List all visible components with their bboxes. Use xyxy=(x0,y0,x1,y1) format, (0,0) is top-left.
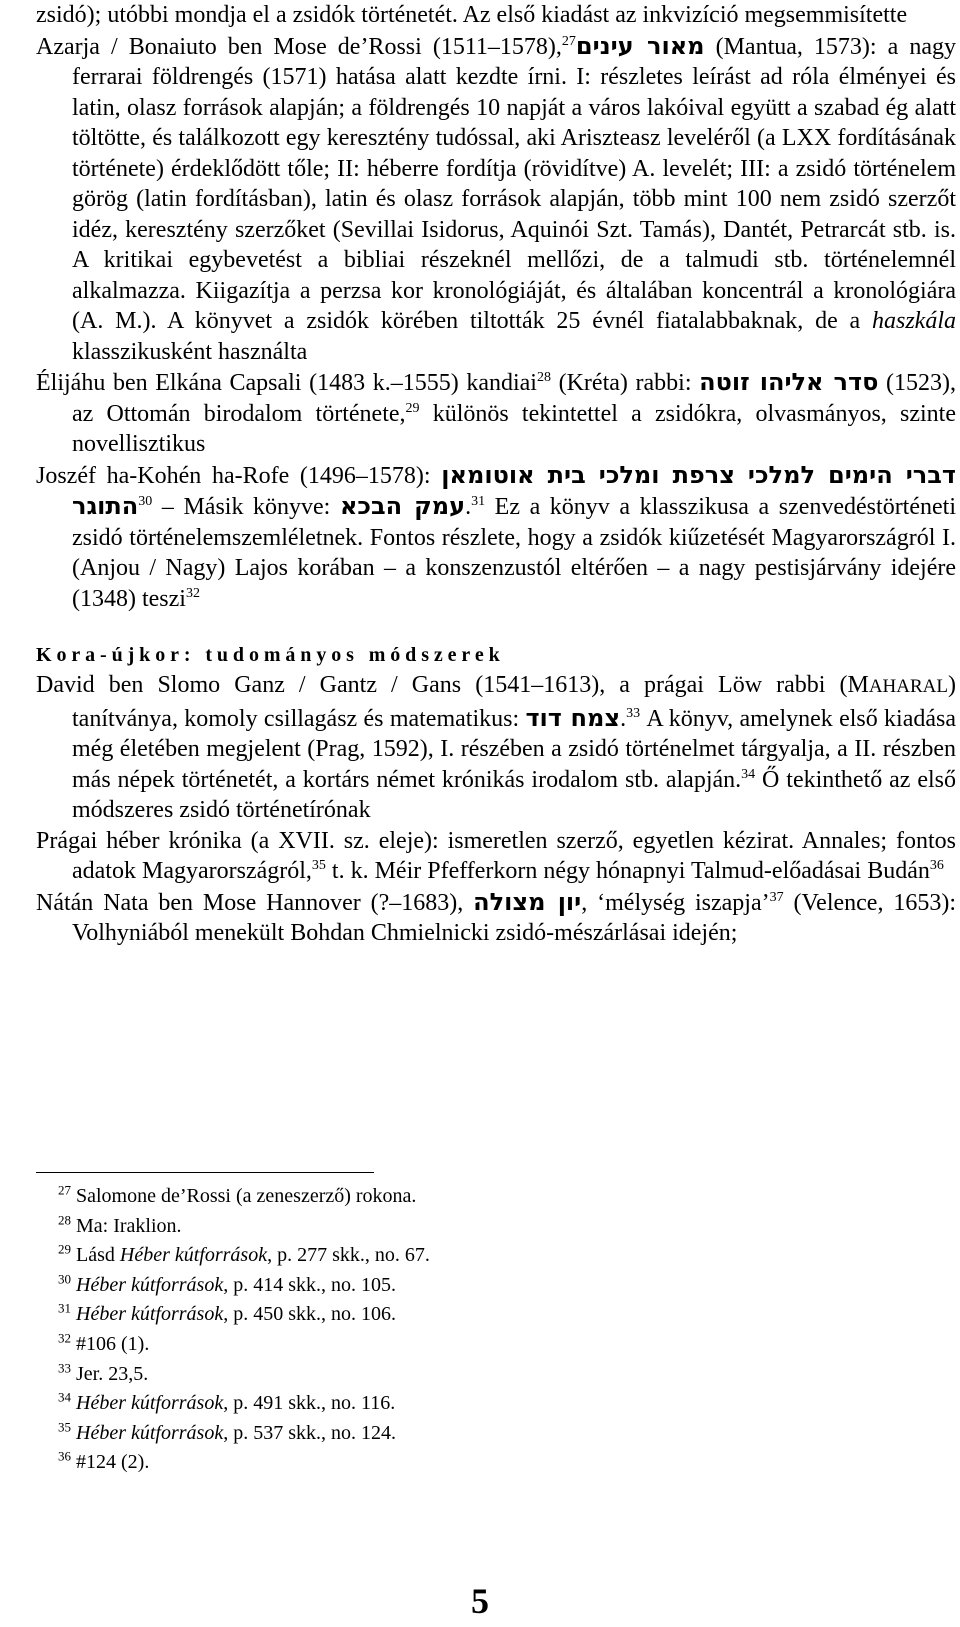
footnote-28 xyxy=(36,1212,916,1242)
entry-natan-hannover xyxy=(36,887,956,949)
footnote-number: 27 xyxy=(58,1182,71,1198)
section-heading: Kora-újkor: tudományos módszerek xyxy=(36,644,505,666)
text-run: (1523), az Ottomán birodalom története, xyxy=(72,370,957,427)
hebrew-title: מאור עינים xyxy=(575,31,705,60)
footnote-number: 33 xyxy=(58,1359,71,1375)
footnote-32 xyxy=(36,1330,916,1360)
footnote-italic-title: Héber kútforrások xyxy=(76,1303,224,1326)
footnote-ref[interactable]: 35 xyxy=(311,858,326,873)
footnote-text: , p. 491 skk., no. 116. xyxy=(223,1392,396,1415)
text-run: , ‘mélység iszapja’ xyxy=(581,889,770,916)
footnote-number: 35 xyxy=(58,1419,71,1435)
footnote-text: , p. 450 skk., no. 106. xyxy=(223,1303,396,1326)
footnote-ref[interactable]: 27 xyxy=(561,33,576,49)
footnote-ref[interactable]: 30 xyxy=(138,494,153,509)
footnote-text: #124 (2). xyxy=(76,1451,150,1474)
text-run: Azarja / Bonaiuto ben Mose de’Rossi (1511–1578), xyxy=(36,33,562,60)
entry-joszef-ha-kohen xyxy=(36,460,956,615)
entry-pragai-kronika xyxy=(36,826,956,887)
footnote-ref[interactable]: 33 xyxy=(626,705,641,721)
footnote-ref[interactable]: 32 xyxy=(185,585,200,601)
text-run: Prágai héber krónika (a XVII. sz. eleje): ismeretlen szerző, egyetlen kézirat. Annales; fontos adatok Magyarországról, xyxy=(36,827,956,884)
footnote-italic-title: Héber kútforrások xyxy=(119,1244,268,1267)
footnote-29 xyxy=(36,1241,916,1271)
footnote-number: 32 xyxy=(58,1330,71,1346)
text-run: különös tekintettel a zsidókra, olvasmányos, szinte novellisztikus xyxy=(72,400,956,457)
entry-capsali xyxy=(36,367,956,460)
footnote-36 xyxy=(36,1448,916,1478)
text-run: t. k. Méir Pfefferkorn négy hónapnyi Talmud-előadásai Budán xyxy=(325,858,930,884)
text-run: – Másik könyve: xyxy=(152,494,340,520)
footnote-text: Jer. 23,5. xyxy=(76,1362,149,1385)
footnote-number: 36 xyxy=(58,1448,71,1464)
footnote-number: 31 xyxy=(58,1300,71,1316)
footnote-divider xyxy=(36,1172,374,1173)
hebrew-title: יון מצולה xyxy=(473,887,582,916)
footnote-text: Lásd xyxy=(76,1244,120,1267)
page-number: 5 xyxy=(471,1581,489,1621)
footnote-31 xyxy=(36,1300,916,1330)
footnote-number: 34 xyxy=(58,1389,71,1405)
footnote-italic-title: Héber kútforrások xyxy=(76,1392,224,1415)
text-run: klasszikusként használta xyxy=(72,338,308,365)
italic-term: haszkála xyxy=(872,308,956,334)
paragraph-continuation xyxy=(36,0,956,31)
text-run: (Kréta) rabbi: xyxy=(550,370,700,396)
entry-ganz xyxy=(36,670,956,826)
footnote-34 xyxy=(36,1389,916,1419)
footnote-number: 30 xyxy=(58,1271,71,1287)
main-text xyxy=(36,0,956,949)
entry-azarja-de-rossi xyxy=(36,31,956,368)
text-run: A könyv, amelynek első kiadása még életében megjelent (Prag, 1592), I. részében a zsidó történelmet tárgyalja, a II. részben más népek történetét, a kortárs német krónikás irodalom stb. alapján. xyxy=(72,705,957,793)
footnote-35 xyxy=(36,1419,916,1449)
footnote-text: , p. 414 skk., no. 105. xyxy=(223,1273,396,1296)
text-run: David ben Slomo Ganz / Gantz / Gans (1541–1613), a prágai Löw rabbi (M xyxy=(36,672,869,698)
text-run: Joszéf ha-Kohén ha-Rofe (1496–1578): xyxy=(36,462,442,489)
text-run: Ő tekinthető az első módszeres zsidó történetírónak xyxy=(72,766,956,823)
text-run: . xyxy=(465,494,472,520)
footnotes xyxy=(36,1182,916,1478)
footnote-text: Ma: Iraklion. xyxy=(76,1214,182,1237)
footnote-text: Salomone de’Rossi (a zeneszerző) rokona. xyxy=(76,1185,417,1207)
text-run: Nátán Nata ben Mose Hannover (?–1683), xyxy=(36,889,474,916)
text-run: (Mantua, 1573): a nagy ferrarai földrengés (1571) hatása alatt kezdte írni. I: részletes leírást ad róla élményei és latin, olasz források alapján; a földrengés 10 napját a város lakóival együtt a szabad ég alatt töltötte, és találkozott egy keresztény tudóssal, aki Ariszteasz leveléről (a LXX fordításának története) érdeklődött tőle; II: héberre fordítja (rövidítve) A. levelét; III: a zsidó történelem görög (latin fordításban), latin és olasz források alapján, több mint 100 nem zsidó szerzőt idéz, keresztény szerzőket (Sevillai Isidorus, Aquinói Szt. Tamás), Dantét, Petrarcát stb. is. A kritikai egybevetést a bibliai részeknél mellőzi, de a talmudi stb. történelemnél alkalmazza. Kiigazítja a perzsa kor kronológiáját, és általában koncentrál a kronológiára (A. M.). A könyvet a zsidók körében tiltották 25 évnél fiatalabbaknak, de a xyxy=(72,33,956,334)
footnote-italic-title: Héber kútforrások xyxy=(76,1273,224,1296)
text-run: zsidó); utóbbi mondja el a zsidók történetét. Az első kiadást az inkvizíció megsemmisítette xyxy=(36,2,908,28)
hebrew-title: דברי הימים למלכי צרפת ומלכי בית אוטומאן התוגר xyxy=(72,460,956,520)
hebrew-title: עמק הבכא xyxy=(339,492,466,520)
footnote-ref[interactable]: 29 xyxy=(405,400,420,416)
footnote-number: 28 xyxy=(58,1211,71,1227)
footnote-ref[interactable]: 28 xyxy=(536,370,551,385)
footnote-italic-title: Héber kútforrások xyxy=(76,1421,224,1444)
footnote-ref[interactable]: 36 xyxy=(929,858,944,873)
small-caps-run: AHARAL xyxy=(868,676,948,697)
text-run: . xyxy=(620,705,627,732)
hebrew-title: צמח דוד xyxy=(525,703,621,732)
footnote-text: , p. 277 skk., no. 67. xyxy=(267,1244,430,1267)
footnote-30 xyxy=(36,1271,916,1301)
text-run: ) tanítványa, komoly csillagász és matematikus: xyxy=(72,672,956,732)
text-run: Ez a könyv a klasszikusa a szenvedéstörténeti zsidó történelemszemléletnek. Fontos részlete, hogy a zsidók kiűzetését Magyarországról I. (Anjou / Nagy) Lajos korában – a konszenzustól eltérően – a nagy pestisjárvány idejére (1348) teszi xyxy=(72,494,956,612)
footnote-ref[interactable]: 31 xyxy=(471,494,486,509)
footnote-text: #106 (1). xyxy=(76,1332,150,1355)
footnote-text: , p. 537 skk., no. 124. xyxy=(223,1421,396,1444)
footnote-27 xyxy=(36,1182,916,1212)
footnote-33 xyxy=(36,1360,916,1390)
hebrew-title: סדר אליהו זוטה xyxy=(699,368,879,396)
text-run: Élijáhu ben Elkána Capsali (1483 k.–1555) kandiai xyxy=(36,370,537,396)
footnote-ref[interactable]: 34 xyxy=(741,766,756,782)
text-run: (Velence, 1653): Volhyniából menekült Bohdan Chmielnicki zsidó-mészárlásai idején; xyxy=(72,889,956,946)
footnote-number: 29 xyxy=(58,1241,71,1257)
footnote-ref[interactable]: 37 xyxy=(769,889,784,905)
